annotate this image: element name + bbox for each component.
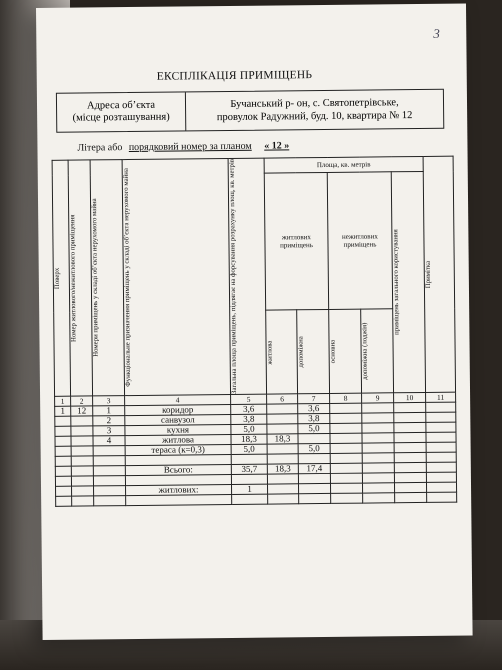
colnum: 5 — [231, 394, 267, 404]
document-page — [36, 3, 473, 639]
cell-total: 5,0 — [231, 424, 267, 434]
cell-aux: 5,0 — [298, 443, 330, 453]
cell-purpose: житлова — [125, 434, 231, 445]
cell-total: 5,0 — [231, 444, 267, 454]
cell-room: 3 — [93, 426, 125, 436]
cell-purpose: коридор — [125, 404, 231, 415]
header-room-no: Номери приміщень у складі об’єкта нерухомого майна — [90, 160, 124, 396]
litera-value: « 12 » — [264, 140, 290, 152]
cell-total: 3,6 — [231, 404, 267, 414]
header-floor: Поверх — [52, 160, 70, 396]
litera-prefix: Літера або — [77, 142, 123, 154]
cell-living: 18,3 — [267, 434, 298, 444]
living-label: житлових: — [126, 484, 232, 495]
living-count: 1 — [232, 484, 268, 494]
header-total-area: Загальна площа приміщень, підлягає на форсування розрахунку площ, кв. метрів — [228, 158, 266, 394]
cell-aux: 3,6 — [298, 403, 330, 413]
cell-living — [267, 414, 298, 424]
cell-unit: 12 — [71, 406, 93, 416]
total-aux: 17,4 — [298, 463, 330, 473]
cell-unit — [71, 426, 93, 436]
colnum: 1 — [55, 396, 71, 406]
cell-floor: 1 — [55, 406, 71, 416]
page-number: 3 — [433, 25, 440, 41]
litera-line — [77, 140, 289, 153]
header-area-group: Площа, кв. метрів — [264, 156, 423, 173]
address-value-line2: провулок Радужний, буд. 10, квартира № 12 — [216, 110, 413, 124]
cell-room: 1 — [93, 406, 125, 416]
colnum: 4 — [125, 394, 231, 405]
cell-purpose: санвузол — [125, 414, 231, 425]
cell-floor — [55, 436, 71, 446]
cell-living — [267, 444, 298, 454]
colnum: 8 — [330, 393, 362, 403]
colnum: 9 — [362, 393, 394, 403]
cell-floor — [55, 416, 71, 426]
cell-purpose: кухня — [125, 424, 231, 435]
header-unit-no: Номер житлового/нежитлового приміщення — [68, 160, 92, 396]
header-auxiliary: допоміжна — [297, 310, 330, 394]
header-nonresidential: нежитлових приміщень — [327, 172, 392, 310]
cell-floor — [55, 446, 71, 456]
header-living: житлова — [266, 310, 298, 394]
header-main: основна — [329, 310, 362, 394]
cell-total: 18,3 — [231, 434, 267, 444]
colnum: 11 — [426, 392, 456, 402]
colnum: 2 — [71, 396, 93, 406]
address-label-line2: (місце розташування) — [72, 111, 170, 124]
cell-unit — [71, 416, 93, 426]
header-residential: житлових приміщень — [264, 172, 328, 310]
address-box — [56, 89, 444, 133]
address-label-line1: Адреса об’єкта — [86, 99, 156, 112]
cell-room: 2 — [93, 416, 125, 426]
total-area: 35,7 — [231, 464, 267, 474]
page-title: ЕКСПЛІКАЦІЯ ПРИМІЩЕНЬ — [156, 69, 313, 83]
header-aux-loggia: допоміжна (лоджія) — [361, 309, 394, 393]
cell-aux: 3,8 — [298, 413, 330, 423]
colnum: 10 — [394, 392, 426, 402]
cell-room: 4 — [93, 436, 125, 446]
explication-table — [52, 156, 458, 507]
address-label — [57, 92, 186, 131]
address-value-line1: Бучанський р- он, с. Святопетрівське, — [230, 97, 399, 110]
total-label: Всього: — [125, 464, 231, 475]
total-living: 18,3 — [267, 464, 298, 474]
header-common-use: приміщень загального користування — [391, 171, 425, 392]
colnum: 7 — [298, 393, 330, 403]
colnum: 3 — [93, 396, 125, 406]
cell-unit — [71, 436, 93, 446]
cell-living — [267, 404, 298, 414]
cell-purpose: тераса (к=0,3) — [125, 444, 231, 455]
cell-room — [93, 446, 125, 456]
cell-unit — [71, 446, 93, 456]
litera-underlined: порядковий номер за планом — [128, 140, 252, 154]
colnum: 6 — [267, 394, 298, 404]
cell-total: 3,8 — [231, 414, 267, 424]
header-notes: Примітка — [423, 156, 455, 392]
header-purpose: Функціональне призначення приміщень у складі об’єкта нерухомого майна — [122, 158, 230, 395]
cell-aux: 5,0 — [298, 423, 330, 433]
address-value — [186, 90, 443, 131]
cell-floor — [55, 426, 71, 436]
